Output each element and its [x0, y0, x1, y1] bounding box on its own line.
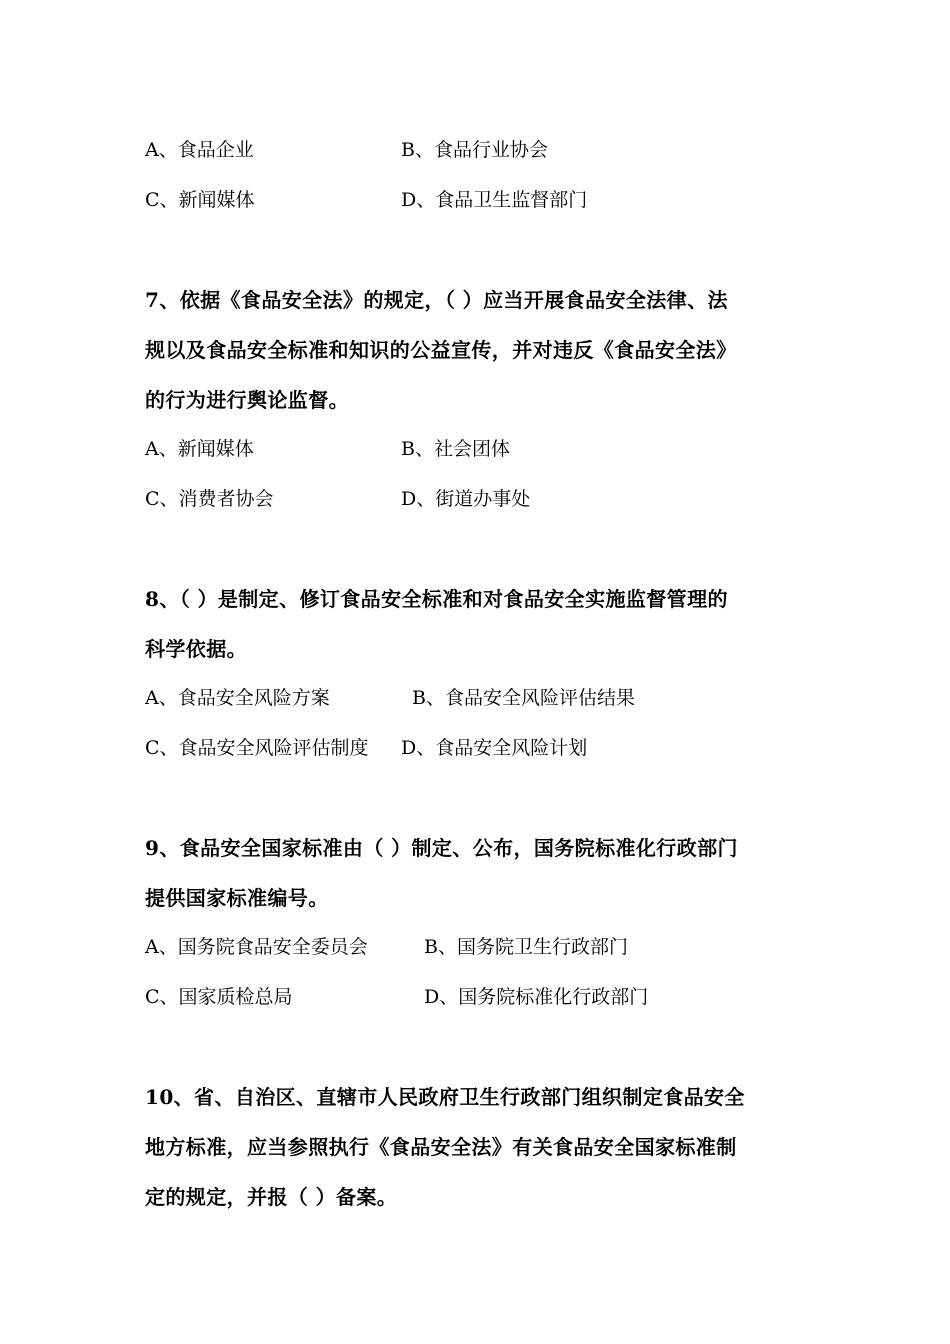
question-9-line-1: 9、食品安全国家标准由（ ）制定、公布，国务院标准化行政部门 — [145, 836, 738, 860]
option-a: A、食品企业 — [145, 139, 254, 161]
option-a: A、食品安全风险方案 — [145, 687, 330, 709]
option-d: D、食品安全风险计划 — [401, 737, 588, 759]
option-c: C、食品安全风险评估制度 — [145, 737, 369, 759]
question-8-line-1: 8、（ ）是制定、修订食品安全标准和对食品安全实施监督管理的 — [145, 587, 728, 611]
question-10-line-1: 10、省、自治区、直辖市人民政府卫生行政部门组织制定食品安全 — [145, 1085, 745, 1109]
option-b: B、食品行业协会 — [401, 139, 548, 161]
question-10-line-2: 地方标准，应当参照执行《食品安全法》有关食品安全国家标准制 — [145, 1135, 737, 1159]
option-a: A、国务院食品安全委员会 — [145, 936, 368, 958]
question-7-line-2: 规以及食品安全标准和知识的公益宣传，并对违反《食品安全法》 — [145, 338, 737, 362]
option-c: C、消费者协会 — [145, 488, 274, 510]
option-b: B、国务院卫生行政部门 — [424, 936, 628, 958]
question-8-line-2: 科学依据。 — [145, 637, 247, 661]
option-b: B、食品安全风险评估结果 — [412, 687, 635, 709]
option-c: C、新闻媒体 — [145, 189, 255, 211]
question-10-line-3: 定的规定，并报（ ）备案。 — [145, 1185, 398, 1209]
option-d: D、街道办事处 — [401, 488, 531, 510]
option-c: C、国家质检总局 — [145, 986, 293, 1008]
question-7-line-3: 的行为进行舆论监督。 — [145, 388, 349, 412]
option-a: A、新闻媒体 — [145, 438, 254, 460]
option-d: D、国务院标准化行政部门 — [424, 986, 649, 1008]
option-d: D、食品卫生监督部门 — [401, 189, 588, 211]
option-b: B、社会团体 — [401, 438, 510, 460]
question-9-line-2: 提供国家标准编号。 — [145, 886, 329, 910]
question-7-line-1: 7、依据《食品安全法》的规定，（ ）应当开展食品安全法律、法 — [145, 288, 728, 312]
